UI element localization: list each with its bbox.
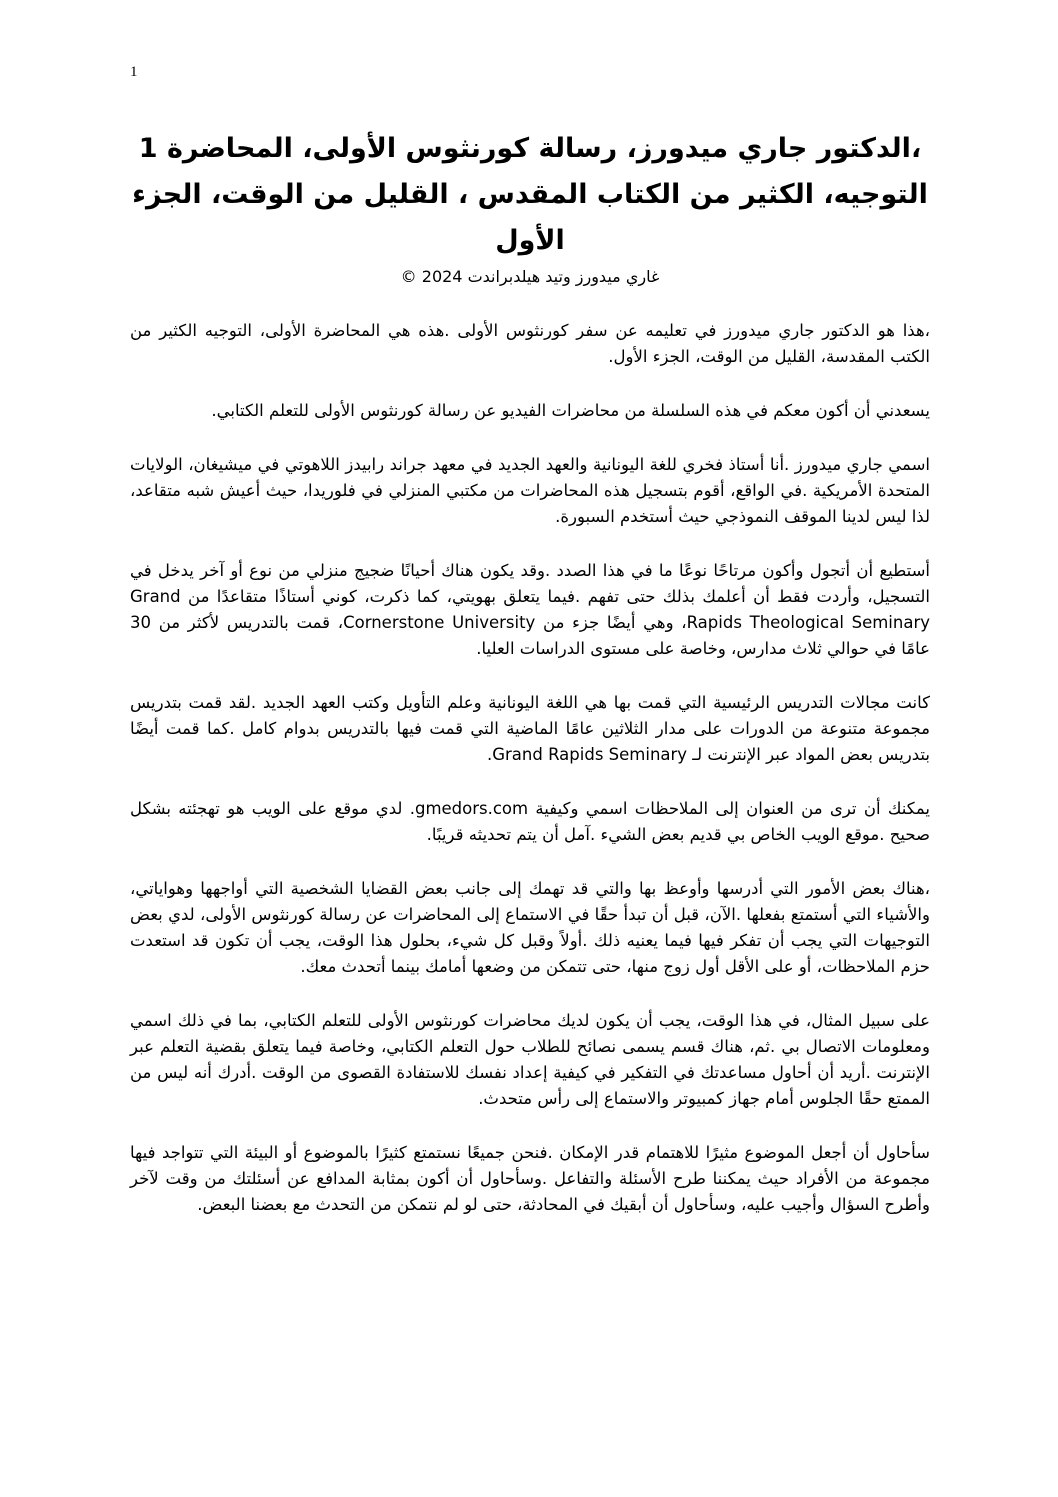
paragraph-1: ،هذا هو الدكتور جاري ميدورز في تعليمه عن سفر كورنثوس الأولى .هذه هي المحاضرة الأولى، التوجيه الكثير من الكتب المقدسة، القليل من الوقت، الجزء الأول. — [130, 321, 930, 366]
document-title: ،الدكتور جاري ميدورز، رسالة كورنثوس الأولى، المحاضرة 1 التوجيه، الكثير من الكتاب المقدس ، القليل من الوقت، الجزء الأول — [132, 133, 928, 256]
paragraph-7: ،هناك بعض الأمور التي أدرسها وأوعظ بها والتي قد تهمك إلى جانب بعض القضايا الشخصية التي أواجهها وهواياتي، والأشياء التي أستمتع بفعلها .الآن، قبل أن تبدأ حقًا في الاستماع إلى المحاضرات عن رسالة كورنثوس الأولى، لدي بعض التوجيهات التي يجب أن تفكر فيها فيما يعنيه ذلك .أولاً وقبل كل شيء، بحلول هذا الوقت، يجب أن تكون قد استعدت حزم الملاحظات، أو على الأقل أول زوج منها، حتى تتمكن من وضعها أمامك بينما أتحدث معك. — [130, 879, 930, 976]
paragraph-5: كانت مجالات التدريس الرئيسية التي قمت بها هي اللغة اليونانية وعلم التأويل وكتب العهد الجديد .لقد قمت بتدريس مجموعة متنوعة من الدورات على مدار الثلاثين عامًا الماضية التي قمت فيها بالتدريس بدوام كامل .كما قمت أيضًا بتدريس بعض المواد عبر الإنترنت لـ Grand Rapids Seminary. — [130, 693, 930, 764]
paragraph-9: سأحاول أن أجعل الموضوع مثيرًا للاهتمام قدر الإمكان .فنحن جميعًا نستمتع كثيرًا بالموضوع أو البيئة التي تتواجد فيها مجموعة من الأفراد حيث يمكننا طرح الأسئلة والتفاعل .وسأحاول أن أكون بمثابة المدافع عن أسئلتك من وقت لآخر وأطرح السؤال وأجيب عليه، وسأحاول أن أبقيك في المحادثة، حتى لو لم نتمكن من التحدث مع بعضنا البعض. — [130, 1143, 930, 1214]
paragraph-3: اسمي جاري ميدورز .أنا أستاذ فخري للغة اليونانية والعهد الجديد في معهد جراند رابيدز اللاهوتي في ميشيغان، الولايات المتحدة الأمريكية .في الواقع، أقوم بتسجيل هذه المحاضرات من مكتبي المنزلي في فلوريدا، حيث أعيش شبه متقاعد، لذا ليس لدينا الموقف النموذجي حيث أستخدم السبورة. — [130, 455, 930, 526]
paragraph-4: أستطيع أن أتجول وأكون مرتاحًا نوعًا ما في هذا الصدد .وقد يكون هناك أحيانًا ضجيج منزلي من نوع أو آخر يدخل في التسجيل، وأردت فقط أن أعلمك بذلك حتى تفهم .فيما يتعلق بهويتي، كما ذكرت، كوني أستاذًا متقاعدًا من Grand Rapids Theological Seminary، وهي أيضًا جزء من Cornerstone University، قمت بالتدريس لأكثر من 30 عامًا في حوالي ثلاث مدارس، وخاصة على مستوى الدراسات العليا. — [130, 561, 931, 658]
page-number: 1 — [130, 64, 138, 80]
title-block — [120, 126, 940, 290]
paragraph-8: على سبيل المثال، في هذا الوقت، يجب أن يكون لديك محاضرات كورنثوس الأولى للتعلم الكتابي، بما في ذلك اسمي ومعلومات الاتصال بي .ثم، هناك قسم يسمى نصائح للطلاب حول التعلم الكتابي، وخاصة فيما يتعلق بقضية التعلم عبر الإنترنت .أريد أن أحاول مساعدتك في التفكير في كيفية إعداد نفسك للاستفادة القصوى من الوقت .أدرك أنه ليس من الممتع حقًا الجلوس أمام جهاز كمبيوتر والاستماع إلى رأس متحدث. — [130, 1011, 930, 1108]
copyright-line: غاري ميدورز وتيد هيلدبراندت 2024 © — [400, 267, 660, 286]
paragraph-6: يمكنك أن ترى من العنوان إلى الملاحظات اسمي وكيفية gmedors.com. لدي موقع على الويب هو تهجئته بشكل صحيح .موقع الويب الخاص بي قديم بعض الشيء .آمل أن يتم تحديثه قريبًا. — [130, 799, 930, 844]
paragraph-2: يسعدني أن أكون معكم في هذه السلسلة من محاضرات الفيديو عن رسالة كورنثوس الأولى للتعلم الكتابي. — [211, 401, 930, 420]
document-body — [130, 318, 930, 1246]
